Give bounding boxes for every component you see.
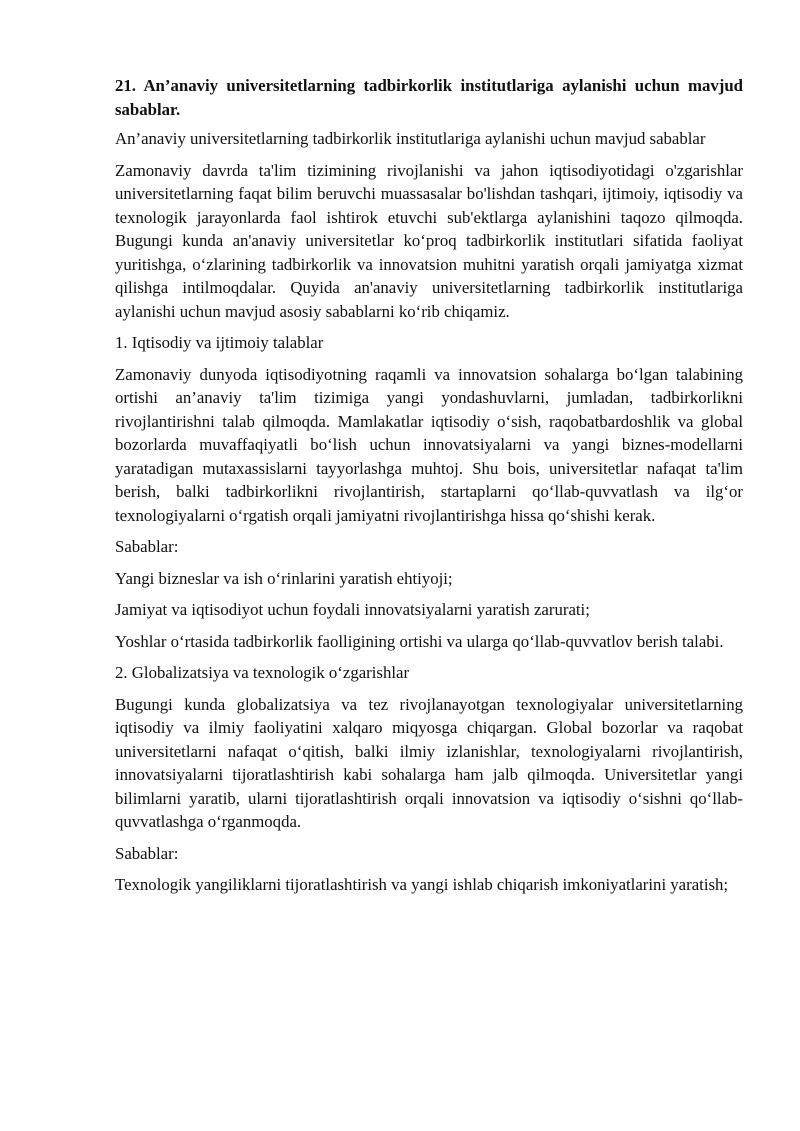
section-1-paragraph: Zamonaviy dunyoda iqtisodiyotning raqamli va innovatsion sohalarga bo‘lgan talabining ortishi an’anaviy ta'lim tizimiga yangi yondashuvlarni, jumladan, tadbirkorlikni rivojlantirishni talab qilmoqda. Mamlakatlar iqtisodiy o‘sish, raqobatbardoshlik va global bozorlarda muvaffaqiyatli bo‘lish uchun innovatsiyalarni va yangi biznes-modellarni yaratadigan mutaxassislarni tayyorlashga muhtoj. Shu bois, universitetlar nafaqat ta'lim berish, balki tadbirkorlikni rivojlantirish, startaplarni qo‘llab-quvvatlash va ilg‘or texnologiyalarni o‘rgatish orqali jamiyatni rivojlantirishga hissa qo‘shishi kerak. <box>115 364 743 525</box>
reasons-label-1: Sabablar: <box>115 537 179 556</box>
reason-item: Texnologik yangiliklarni tijoratlashtirish va yangi ishlab chiqarish imkoniyatlarini yaratish; <box>115 875 729 894</box>
section-2-paragraph: Bugungi kunda globalizatsiya va tez rivojlanayotgan texnologiyalar universitetlarning iqtisodiy va ilmiy faoliyatini xalqaro miqyosga chiqargan. Global bozorlar va raqobat universitetlarni nafaqat o‘qitish, balki ilmiy izlanishlar, texnologiyalarni rivojlantirish, innovatsiyalarni tijoratlashtirish kabi sohalarga ham jalb qilmoqda. Universitetlar yangi bilimlarni yaratib, ularni tijoratlashtirish orqali innovatsion va iqtisodiy o‘sishni qo‘llab-quvvatlashga o‘rganmoqda. <box>115 694 743 831</box>
reason-item: Yoshlar o‘rtasida tadbirkorlik faolligining ortishi va ularga qo‘llab-quvvatlov berish talabi. <box>115 631 724 651</box>
document-title: 21. An’anaviy universitetlarning tadbirkorlik institutlariga aylanishi uchun mavjud sabablar. <box>115 76 743 119</box>
reasons-label-2: Sabablar: <box>115 843 179 863</box>
section-heading-1: 1. Iqtisodiy va ijtimoiy talablar <box>115 333 324 352</box>
reason-item: Yangi bizneslar va ish o‘rinlarini yaratish ehtiyoji; <box>115 568 453 588</box>
section-heading-2: 2. Globalizatsiya va texnologik o‘zgarishlar <box>115 663 410 682</box>
intro-paragraph: Zamonaviy davrda ta'lim tizimining rivojlanishi va jahon iqtisodiyotidagi o'zgarishlar universitetlarning faqat bilim beruvchi muassasalar bo'lishdan tashqari, ijtimoiy, iqtisodiy va texnologik jarayonlarda faol ishtirok etuvchi sub'ektlarga aylanishini taqozo qilmoqda. Bugungi kunda an'anaviy universitetlar ko‘proq tadbirkorlik institutlari sifatida faoliyat yuritishga, o‘zlarining tadbirkorlik va innovatsion muhitni yaratish orqali jamiyatga xizmat qilishga intilmoqdalar. Quyida an'anaviy universitetlarning tadbirkorlik institutlariga aylanishi uchun mavjud asosiy sabablarni ko‘rib chiqamiz. <box>115 160 743 321</box>
document-page <box>115 74 743 905</box>
subtitle-paragraph: An’anaviy universitetlarning tadbirkorlik institutlariga aylanishi uchun mavjud sabablar <box>115 129 706 148</box>
reason-item: Jamiyat va iqtisodiyot uchun foydali innovatsiyalarni yaratish zarurati; <box>115 600 590 619</box>
